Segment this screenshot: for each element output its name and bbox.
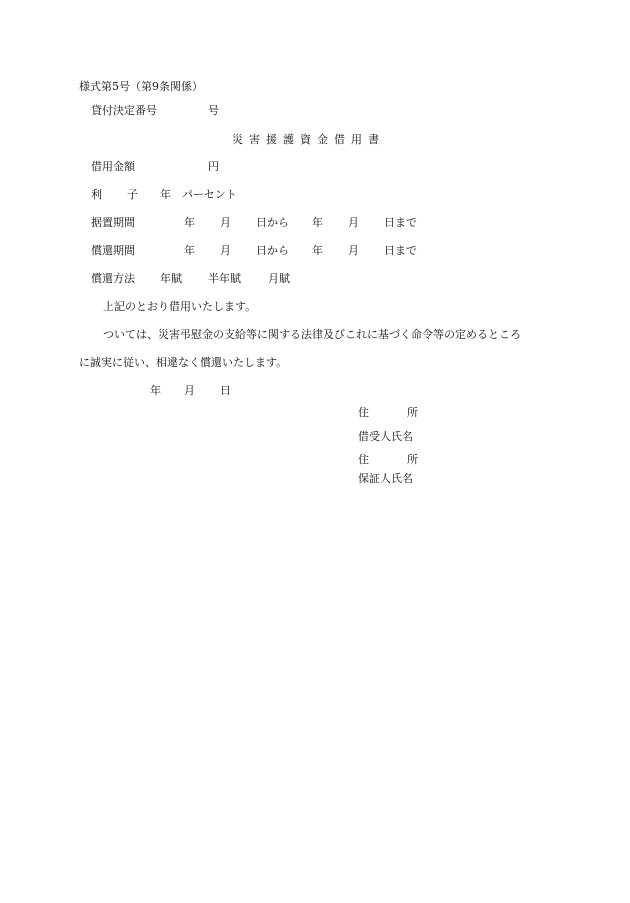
- borrower-name-label: 借受人氏名: [358, 430, 413, 443]
- date-month: 月: [184, 384, 195, 397]
- deferment-month-1: 月: [220, 216, 231, 229]
- deferment-year-2: 年: [312, 216, 323, 229]
- amount-unit: 円: [208, 160, 219, 173]
- repayment-until: 日まで: [384, 244, 417, 257]
- repayment-month-1: 月: [220, 244, 231, 257]
- repayment-period-label: 償還期間: [91, 244, 135, 257]
- deferment-month-2: 月: [348, 216, 359, 229]
- borrower-address-label-a: 住: [358, 406, 369, 419]
- repayment-year-2: 年: [312, 244, 323, 257]
- deferment-label: 据置期間: [91, 216, 135, 229]
- deferment-until: 日まで: [384, 216, 417, 229]
- repayment-from: 日から: [256, 244, 289, 257]
- form-number: 様式第5号（第9条関係）: [79, 80, 203, 93]
- repayment-monthly: 月賦: [268, 272, 290, 285]
- repayment-year-1: 年: [184, 244, 195, 257]
- loan-decision-label: 貸付決定番号: [91, 104, 157, 117]
- deferment-year-1: 年: [184, 216, 195, 229]
- borrower-address-label-b: 所: [407, 406, 418, 419]
- repayment-semiannual: 半年賦: [208, 272, 241, 285]
- statement-terms-line-1: ついては、災害弔慰金の支給等に関する法律及びこれに基づく命令等の定めるところ: [103, 328, 521, 341]
- interest-label-ko: 子: [127, 188, 138, 201]
- interest-label-ri: 利: [91, 188, 102, 201]
- amount-label: 借用金額: [91, 160, 135, 173]
- guarantor-address-label-b: 所: [407, 453, 418, 466]
- date-year: 年: [150, 384, 161, 397]
- guarantor-address-label-a: 住: [358, 453, 369, 466]
- repayment-method-label: 償還方法: [91, 272, 135, 285]
- interest-year: 年: [160, 188, 171, 201]
- repayment-month-2: 月: [348, 244, 359, 257]
- loan-decision-unit: 号: [208, 104, 219, 117]
- guarantor-name-label: 保証人氏名: [358, 472, 413, 485]
- statement-terms-line-2: に誠実に従い、相違なく償還いたします。: [79, 356, 288, 369]
- repayment-annual: 年賦: [160, 272, 182, 285]
- interest-percent: パーセント: [182, 188, 237, 201]
- deferment-from: 日から: [256, 216, 289, 229]
- statement-borrow: 上記のとおり借用いたします。: [103, 300, 257, 313]
- document-title: 災害援護資金借用書: [232, 133, 385, 146]
- date-day: 日: [220, 384, 231, 397]
